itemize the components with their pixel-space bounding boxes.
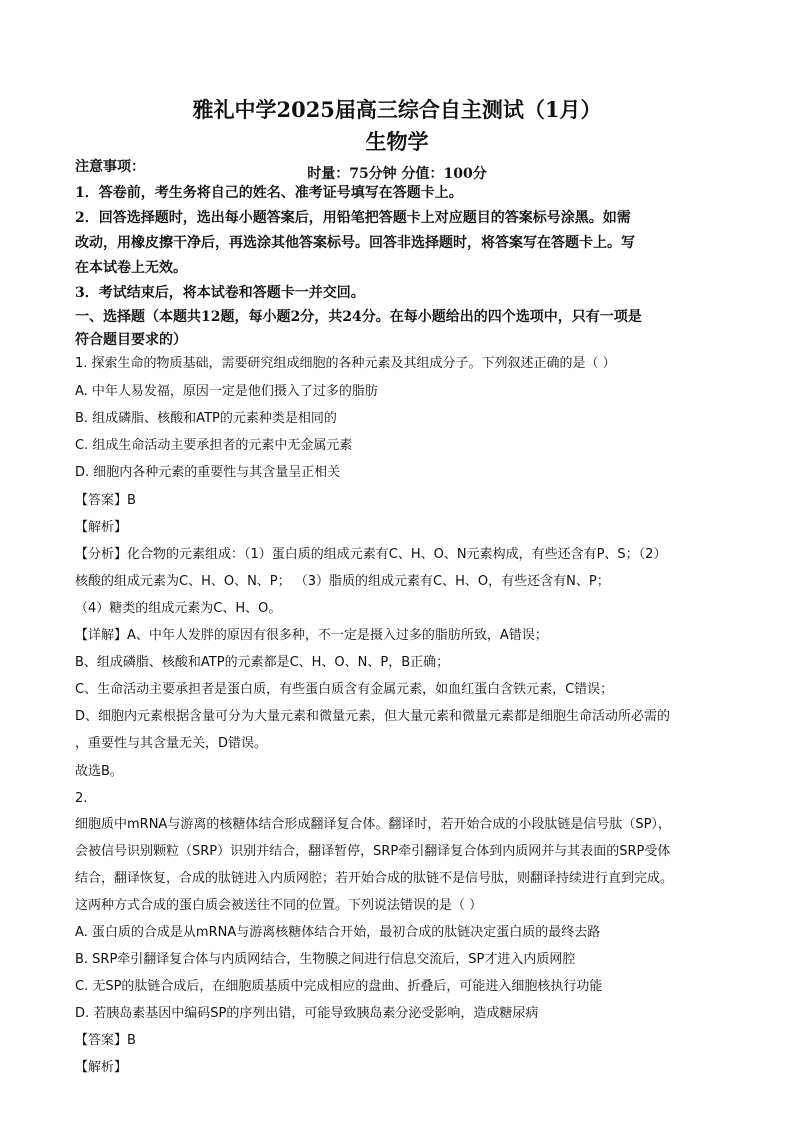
question-1-option-b: B. 组成磷脂、核酸和ATP的元素种类是相同的 — [75, 411, 337, 426]
notice-item: 3．考试结束后，将本试卷和答题卡一并交回。 — [75, 285, 365, 301]
section-heading: 一、选择题（本题共12题，每小题2分，共24分。在每小题给出的四个选项中，只有一项是 — [75, 309, 642, 325]
question-1-explain-line: 核酸的组成元素为C、H、O、N、P； （3）脂质的组成元素有C、H、O，有些还含有N、P； — [75, 574, 610, 589]
question-1-explain-line: 【详解】A、中年人发胖的原因有很多种，不一定是摄入过多的脂肪所致，A错误； — [75, 628, 548, 643]
section-heading-cont: 符合题目要求的） — [75, 332, 187, 348]
question-2-analysis-label: 【解析】 — [75, 1060, 128, 1075]
question-2-option-c: C. 无SP的肽链合成后，在细胞质基质中完成相应的盘曲、折叠后，可能进入细胞核执行功能 — [75, 979, 603, 994]
question-2-stem-line: 这两种方式合成的蛋白质会被送往不同的位置。下列说法错误的是（ ） — [75, 898, 483, 913]
notice-item: 改动，用橡皮擦干净后，再选涂其他答案标号。回答非选择题时，将答案写在答题卡上。写 — [75, 235, 635, 251]
question-1-explain-line: 【分析】化合物的元素组成：（1）蛋白质的组成元素有C、H、O、N元素构成，有些还含有P、S；（2） — [75, 547, 667, 562]
exam-meta: 时量：75分钟 分值：100分 — [307, 166, 487, 182]
exam-title: 雅礼中学2025届高三综合自主测试（1月） — [192, 97, 602, 122]
question-1-option-a: A. 中年人易发福，原因一定是他们摄入了过多的脂肪 — [75, 384, 378, 399]
question-1-option-d: D. 细胞内各种元素的重要性与其含量呈正相关 — [75, 465, 341, 480]
question-1-stem: 1. 探索生命的物质基础，需要研究组成细胞的各种元素及其组成分子。下列叙述正确的是（ ） — [75, 356, 616, 371]
notice-item: 2．回答选择题时，选出每小题答案后，用铅笔把答题卡上对应题目的答案标号涂黑。如需 — [75, 210, 631, 226]
question-2-option-b: B. SRP牵引翻译复合体与内质网结合，生物膜之间进行信息交流后，SP才进入内质网腔 — [75, 952, 576, 967]
question-1-explain-line: ，重要性与其含量无关，D错误。 — [75, 736, 268, 751]
question-1-explain-line: C、生命活动主要承担者是蛋白质，有些蛋白质含有金属元素，如血红蛋白含铁元素，C错误； — [75, 682, 614, 697]
question-2-option-a: A. 蛋白质的合成是从mRNA与游离核糖体结合开始，最初合成的肽链决定蛋白质的最终去路 — [75, 925, 601, 940]
question-1-answer: 【答案】B — [75, 493, 136, 508]
question-2-stem-line: 结合，翻译恢复，合成的肽链进入内质网腔；若开始合成的肽链不是信号肽，则翻译持续进行直到完成。 — [75, 871, 674, 886]
question-1-explain-line: B、组成磷脂、核酸和ATP的元素都是C、H、O、N、P，B正确； — [75, 655, 450, 670]
question-2-number: 2. — [75, 791, 88, 806]
question-2-stem-line: 会被信号识别颗粒（SRP）识别并结合，翻译暂停，SRP牵引翻译复合体到内质网并与其表面的SRP受体 — [75, 844, 671, 859]
question-1-option-c: C. 组成生命活动主要承担者的元素中无金属元素 — [75, 438, 353, 453]
question-2-answer: 【答案】B — [75, 1033, 136, 1048]
question-1-explain-line: D、细胞内元素根据含量可分为大量元素和微量元素，但大量元素和微量元素都是细胞生命活动所必需的 — [75, 709, 671, 724]
question-2-option-d: D. 若胰岛素基因中编码SP的序列出错，可能导致胰岛素分泌受影响，造成糖尿病 — [75, 1006, 539, 1021]
exam-subject: 生物学 — [365, 129, 429, 154]
question-2-stem-line: 细胞质中mRNA与游离的核糖体结合形成翻译复合体。翻译时，若开始合成的小段肽链是信号肽（SP）， — [75, 817, 671, 832]
question-1-explain-line: （4）糖类的组成元素为C、H、O。 — [75, 601, 282, 616]
notice-item: 在本试卷上无效。 — [75, 260, 187, 276]
question-1-explain-line: 故选B。 — [75, 764, 123, 779]
notice-heading: 注意事项： — [75, 159, 145, 175]
question-1-analysis-label: 【解析】 — [75, 520, 128, 535]
notice-item: 1．答卷前，考生务将自己的姓名、准考证号填写在答题卡上。 — [75, 185, 463, 201]
